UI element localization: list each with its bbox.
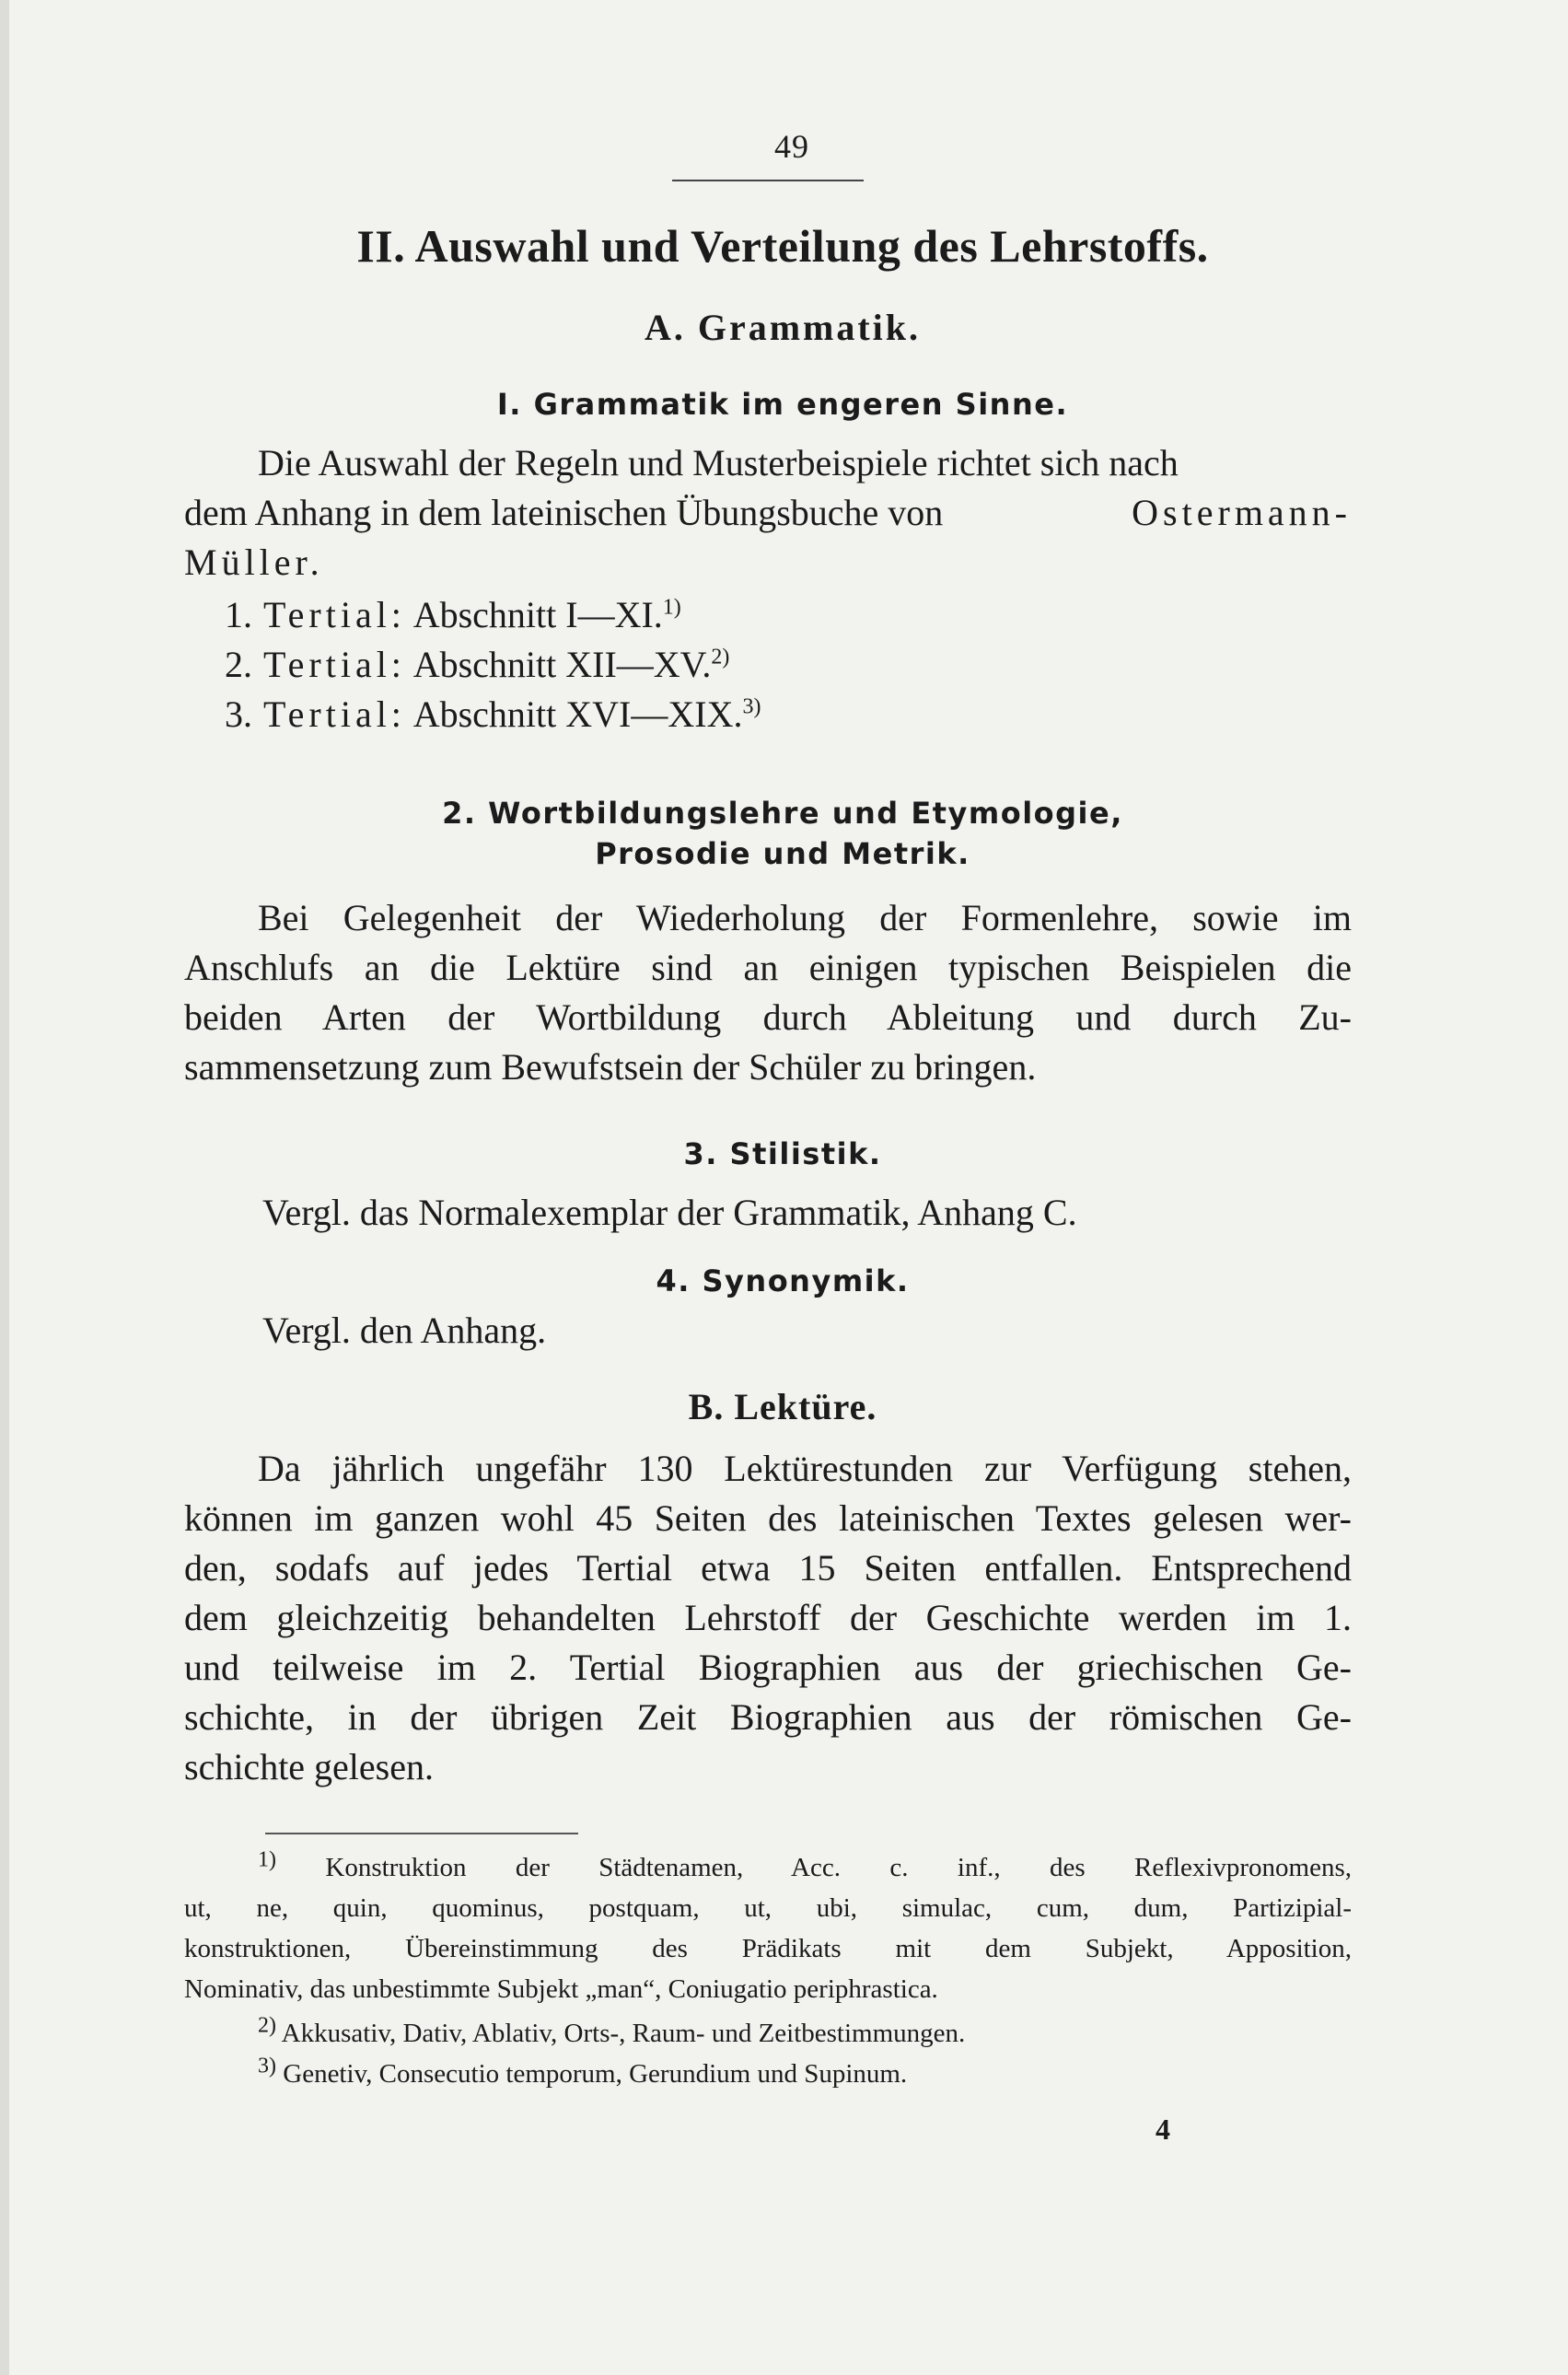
page-number: 49 xyxy=(774,128,809,165)
section-a-title: A. Grammatik. xyxy=(644,307,922,348)
scan-edge xyxy=(0,0,9,2375)
tertial-list-item xyxy=(212,643,729,686)
list-label: Tertial: xyxy=(263,644,406,685)
paragraph-line xyxy=(184,488,1352,538)
tertial-list-item xyxy=(212,693,761,736)
paragraph-line: Die Auswahl der Regeln und Musterbeispiele richtet sich nach xyxy=(258,442,1179,483)
author-name: Müller. xyxy=(184,541,324,583)
paragraph-line: schichte, in der übrigen Zeit Biographien aus der römischen Ge- xyxy=(184,1696,1352,1738)
footnote-text: Akkusativ, Dativ, Ablativ, Orts-, Raum- und Zeitbestimmungen. xyxy=(281,2019,966,2048)
footnote-line: Nominativ, das unbestimmte Subjekt „man“, Coniugatio periphrastica. xyxy=(184,1974,938,2004)
footnote-rule xyxy=(265,1833,578,1834)
paragraph-text: dem Anhang in dem lateinischen Übungsbuche von xyxy=(184,492,944,533)
footnote-mark: 3) xyxy=(258,2054,276,2078)
tertial-list-item xyxy=(212,593,681,636)
footnote-2 xyxy=(258,2013,1352,2054)
list-label: Tertial: xyxy=(263,693,406,735)
page-number-rule xyxy=(672,180,864,181)
subsection-1-text xyxy=(184,438,1352,588)
subsection-4-text: Vergl. den Anhang. xyxy=(262,1310,547,1351)
footnote-line xyxy=(184,1847,1352,1888)
subsection-1-title: I. Grammatik im engeren Sinne. xyxy=(496,387,1069,422)
paragraph-line: Da jährlich ungefähr 130 Lektürestunden zur Verfügung stehen, xyxy=(258,1448,1352,1489)
subsection-3-title: 3. Stilistik. xyxy=(683,1136,882,1171)
subsection-3-text: Vergl. das Normalexemplar der Grammatik, Anhang C. xyxy=(262,1192,1077,1233)
paragraph-line: Anschlufs an die Lektüre sind an einigen typischen Beispielen die xyxy=(184,947,1352,988)
subsection-4-title: 4. Synonymik. xyxy=(656,1263,910,1298)
paragraph-line: können im ganzen wohl 45 Seiten des lateinischen Textes gelesen wer- xyxy=(184,1497,1352,1539)
paragraph-line: beiden Arten der Wortbildung durch Ableitung und durch Zu- xyxy=(184,996,1352,1038)
paragraph-line: Bei Gelegenheit der Wiederholung der Formenlehre, sowie im xyxy=(258,897,1352,938)
subsection-2-title-line1: 2. Wortbildungslehre und Etymologie, xyxy=(442,796,1123,831)
paragraph-line: sammensetzung zum Bewufstsein der Schüler zu bringen. xyxy=(184,1046,1037,1088)
list-number: 2. xyxy=(225,644,252,685)
footnote-3 xyxy=(258,2054,1352,2094)
footnote-line: konstruktionen, Übereinstimmung des Prädikats mit dem Subjekt, Apposition, xyxy=(184,1934,1352,1963)
footnote-text: Konstruktion der Städtenamen, Acc. c. inf., des Reflexivpronomens, xyxy=(325,1853,1353,1882)
footnote-ref: 2) xyxy=(711,645,730,669)
paragraph-line: den, sodafs auf jedes Tertial etwa 15 Seiten entfallen. Entsprechend xyxy=(184,1547,1352,1589)
signature-mark: 4 xyxy=(1156,2113,1170,2146)
list-number: 1. xyxy=(225,594,252,635)
paragraph-line: dem gleichzeitig behandelten Lehrstoff der Geschichte werden im 1. xyxy=(184,1597,1352,1638)
paragraph-line: schichte gelesen. xyxy=(184,1746,434,1787)
subsection-2-text xyxy=(184,893,1352,1092)
footnote-mark: 2) xyxy=(258,2013,276,2038)
list-number: 3. xyxy=(225,693,252,735)
section-b-title: B. Lektüre. xyxy=(688,1386,877,1427)
footnote-mark: 1) xyxy=(258,1847,276,1872)
footnote-ref: 3) xyxy=(742,694,761,719)
footnote-text: Genetiv, Consecutio temporum, Gerundium und Supinum. xyxy=(283,2059,908,2089)
main-heading: II. Auswahl und Verteilung des Lehrstoffs. xyxy=(356,220,1209,272)
author-name: Ostermann- xyxy=(1132,492,1352,533)
section-b-text xyxy=(184,1444,1352,1792)
footnote-1 xyxy=(184,1847,1352,2009)
paragraph-line: und teilweise im 2. Tertial Biographien aus der griechischen Ge- xyxy=(184,1647,1352,1688)
list-text: Abschnitt I—XI. xyxy=(412,594,663,635)
footnote-line: ut, ne, quin, quominus, postquam, ut, ubi, simulac, cum, dum, Partizipial- xyxy=(184,1893,1352,1923)
list-text: Abschnitt XII—XV. xyxy=(412,644,712,685)
list-text: Abschnitt XVI—XIX. xyxy=(412,693,743,735)
list-label: Tertial: xyxy=(263,594,406,635)
subsection-2-title-line2: Prosodie und Metrik. xyxy=(595,836,970,871)
footnote-ref: 1) xyxy=(662,595,681,620)
